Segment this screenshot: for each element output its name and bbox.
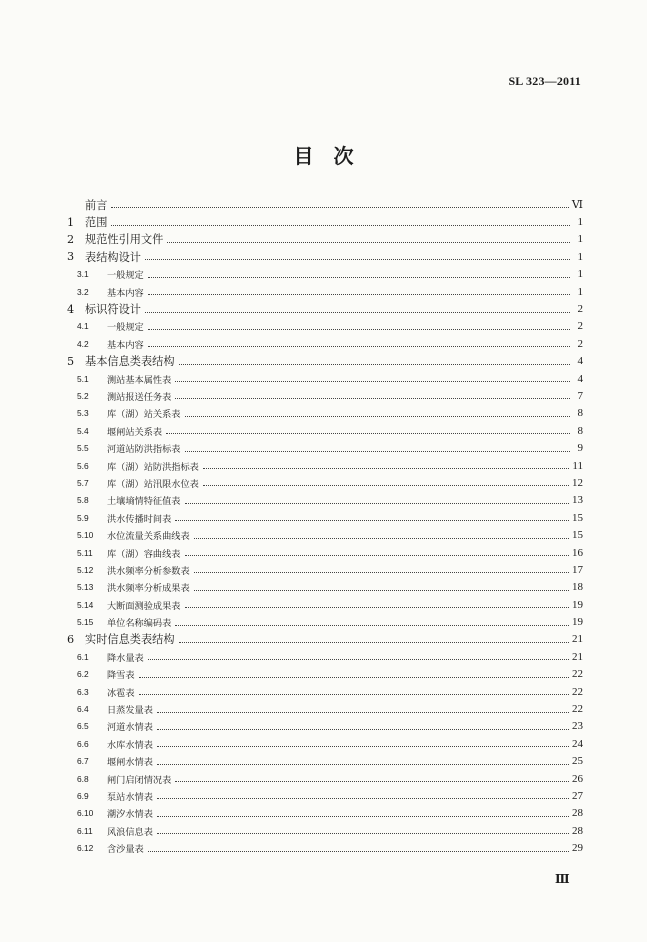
toc-entry-label: 标识符设计	[85, 303, 141, 317]
toc-entry-label: 洪水频率分析成果表	[107, 583, 190, 595]
toc-entry-page: 13	[572, 494, 583, 507]
toc-entry-label: 降水量表	[107, 652, 144, 664]
toc-entry[interactable]	[67, 839, 583, 856]
toc-entry-page: 8	[577, 424, 583, 437]
dot-leader	[139, 676, 569, 678]
toc-entry-label: 库（湖）站关系表	[107, 409, 181, 421]
toc-entry-page: 28	[572, 824, 583, 837]
dot-leader	[139, 693, 569, 695]
toc-entry-page: 2	[577, 303, 583, 316]
toc-entry-number: 5.14	[77, 599, 94, 610]
toc-entry[interactable]	[67, 666, 583, 683]
toc-entry[interactable]	[67, 544, 583, 561]
toc-entry-page: 15	[572, 529, 583, 542]
dot-leader	[111, 206, 569, 208]
toc-entry[interactable]	[67, 561, 583, 578]
dot-leader	[148, 658, 569, 660]
toc-entry-page: 24	[572, 737, 583, 750]
toc-entry[interactable]	[67, 213, 583, 230]
toc-entry-number: 5.12	[77, 564, 94, 575]
toc-entry-page: 22	[572, 703, 583, 716]
dot-leader	[157, 832, 569, 834]
toc-entry-page: 11	[572, 459, 583, 472]
toc-entry-label: 基本信息类表结构	[85, 355, 175, 369]
toc-entry-label: 堰闸水情表	[107, 757, 153, 769]
toc-entry-number: 5.7	[77, 477, 89, 488]
toc-entry-page: 15	[572, 511, 583, 524]
dot-leader	[111, 224, 570, 226]
toc-entry-page: 26	[572, 772, 583, 785]
toc-entry-number: 6.12	[77, 843, 94, 854]
dot-leader	[185, 415, 571, 417]
toc-entry[interactable]	[67, 439, 583, 456]
toc-entry-number: 6.8	[77, 773, 89, 784]
dot-leader	[148, 276, 570, 278]
toc-entry-label: 大断面测验成果表	[107, 600, 181, 612]
toc-entry[interactable]	[67, 457, 583, 474]
toc-entry[interactable]	[67, 648, 583, 665]
toc-entry[interactable]	[67, 526, 583, 543]
toc-entry[interactable]	[67, 300, 583, 317]
toc-entry-label: 范围	[85, 216, 108, 230]
toc-entry-page: 16	[572, 546, 583, 559]
dot-leader	[166, 432, 570, 434]
dot-leader	[148, 328, 570, 330]
toc-entry-page: 1	[577, 216, 583, 229]
toc-entry-page: 18	[572, 581, 583, 594]
toc-entry[interactable]	[67, 231, 583, 248]
toc-entry-page: 25	[572, 755, 583, 768]
toc-entry[interactable]	[67, 787, 583, 804]
toc-entry-label: 冰雹表	[107, 687, 135, 699]
toc-entry-page: 7	[577, 389, 583, 402]
toc-entry-number: 3	[67, 250, 75, 264]
dot-leader	[194, 589, 569, 591]
toc-entry-page: 22	[572, 685, 583, 698]
toc-entry-number: 5.8	[77, 495, 89, 506]
toc-entry[interactable]	[67, 700, 583, 717]
toc-entry-label: 土壤墒情特征值表	[107, 496, 181, 508]
toc-entry[interactable]	[67, 318, 583, 335]
toc-entry-page: 8	[577, 407, 583, 420]
toc-entry-label: 一般规定	[107, 270, 144, 282]
toc-entry[interactable]	[67, 335, 583, 352]
toc-entry-number: 5.6	[77, 460, 89, 471]
toc-entry-number: 6.6	[77, 738, 89, 749]
toc-entry-page: 1	[577, 268, 583, 281]
dot-leader	[167, 241, 570, 243]
table-of-contents	[67, 196, 583, 857]
toc-entry-page: 21	[572, 650, 583, 663]
toc-entry-label: 测站报送任务表	[107, 391, 172, 403]
dot-leader	[185, 606, 570, 608]
toc-entry-number: 5.3	[77, 408, 89, 419]
toc-entry-page: 1	[577, 250, 583, 263]
dot-leader	[185, 502, 570, 504]
toc-entry-page: 2	[577, 337, 583, 350]
toc-entry-number: 4	[67, 302, 75, 316]
toc-entry-page: 4	[577, 355, 583, 368]
dot-leader	[148, 293, 570, 295]
toc-entry-number: 3.1	[77, 269, 89, 280]
toc-entry-label: 河道水情表	[107, 722, 153, 734]
toc-entry[interactable]	[67, 248, 583, 265]
toc-entry-label: 一般规定	[107, 322, 144, 334]
toc-entry[interactable]	[67, 196, 583, 213]
toc-entry-number: 6.3	[77, 686, 89, 697]
toc-entry-page: 2	[577, 320, 583, 333]
toc-entry[interactable]	[67, 266, 583, 283]
toc-entry-label: 库（湖）容曲线表	[107, 548, 181, 560]
toc-entry-label: 库（湖）站汛限水位表	[107, 478, 199, 490]
toc-entry[interactable]	[67, 822, 583, 839]
toc-entry-label: 含沙量表	[107, 844, 144, 856]
toc-entry-number: 5.11	[77, 547, 93, 558]
page-title: 目 次	[293, 144, 354, 168]
toc-entry[interactable]	[67, 387, 583, 404]
dot-leader	[148, 850, 569, 852]
toc-entry[interactable]	[67, 492, 583, 509]
dot-leader	[185, 450, 571, 452]
toc-entry-label: 堰闸站关系表	[107, 426, 163, 438]
toc-entry-page: 1	[577, 233, 583, 246]
toc-entry[interactable]	[67, 405, 583, 422]
dot-leader	[157, 763, 569, 765]
toc-entry-label: 河道站防洪指标表	[107, 444, 181, 456]
toc-entry-page: 1	[577, 285, 583, 298]
dot-leader	[185, 554, 570, 556]
dot-leader	[175, 519, 569, 521]
toc-entry-label: 规范性引用文件	[85, 233, 164, 247]
dot-leader	[157, 711, 569, 713]
toc-entry-label: 泵站水情表	[107, 791, 153, 803]
toc-entry-number: 6.10	[77, 808, 94, 819]
toc-entry[interactable]	[67, 770, 583, 787]
toc-entry[interactable]	[67, 283, 583, 300]
toc-entry-label: 单位名称编码表	[107, 618, 172, 630]
toc-entry-page: 9	[577, 442, 583, 455]
toc-entry-number: 6	[67, 632, 75, 646]
dot-leader	[175, 397, 570, 399]
toc-entry-label: 日蒸发量表	[107, 705, 153, 717]
toc-entry-number: 6.9	[77, 790, 89, 801]
toc-entry-label: 基本内容	[107, 287, 144, 299]
dot-leader	[157, 815, 569, 817]
toc-entry-page: 19	[572, 616, 583, 629]
toc-entry-number: 5.5	[77, 443, 89, 454]
toc-entry-number: 6.4	[77, 704, 89, 715]
toc-entry-number: 5.15	[77, 617, 94, 628]
toc-entry-page: 12	[572, 476, 583, 489]
dot-leader	[145, 311, 570, 313]
toc-entry-page: 29	[572, 842, 583, 855]
toc-entry[interactable]	[67, 370, 583, 387]
page-number: Ⅲ	[555, 872, 570, 886]
toc-entry[interactable]	[67, 735, 583, 752]
toc-entry-label: 实时信息类表结构	[85, 633, 175, 647]
toc-entry-number: 6.5	[77, 721, 89, 732]
toc-entry[interactable]	[67, 753, 583, 770]
dot-leader	[145, 258, 570, 260]
toc-entry-number: 6.7	[77, 756, 89, 767]
standard-code: SL 323—2011	[508, 74, 581, 88]
toc-entry-number: 6.11	[77, 825, 93, 836]
dot-leader	[157, 745, 569, 747]
toc-entry-number: 5.4	[77, 425, 89, 436]
toc-entry[interactable]	[67, 579, 583, 596]
toc-entry[interactable]	[67, 805, 583, 822]
toc-entry-label: 前言	[85, 198, 108, 212]
toc-entry[interactable]	[67, 422, 583, 439]
toc-entry-label: 闸门启闭情况表	[107, 774, 172, 786]
toc-entry-number: 2	[67, 232, 75, 246]
dot-leader	[203, 484, 569, 486]
toc-entry[interactable]	[67, 613, 583, 630]
toc-entry-number: 6.2	[77, 669, 89, 680]
toc-entry-label: 测站基本属性表	[107, 374, 172, 386]
toc-entry-number: 1	[67, 215, 75, 229]
toc-entry[interactable]	[67, 509, 583, 526]
toc-entry-label: 水位流量关系曲线表	[107, 531, 190, 543]
dot-leader	[175, 780, 569, 782]
dot-leader	[148, 345, 570, 347]
toc-entry-number: 5.9	[77, 512, 89, 523]
dot-leader	[179, 641, 569, 643]
dot-leader	[179, 363, 570, 365]
toc-entry-number: 5.10	[77, 530, 94, 541]
toc-entry-page: 21	[572, 633, 583, 646]
toc-entry-number: 5.2	[77, 390, 89, 401]
dot-leader	[175, 624, 569, 626]
toc-entry-number: 4.1	[77, 321, 89, 332]
toc-entry-page: 23	[572, 720, 583, 733]
dot-leader	[157, 728, 569, 730]
toc-entry-label: 表结构设计	[85, 250, 141, 264]
toc-entry[interactable]	[67, 353, 583, 370]
toc-entry-number: 5.13	[77, 582, 94, 593]
dot-leader	[203, 467, 570, 469]
dot-leader	[194, 571, 569, 573]
toc-entry[interactable]	[67, 474, 583, 491]
toc-entry-page: Ⅵ	[571, 199, 583, 212]
toc-entry-label: 库（湖）站防洪指标表	[107, 461, 199, 473]
toc-entry[interactable]	[67, 718, 583, 735]
dot-leader	[157, 797, 569, 799]
toc-entry-label: 洪水传播时间表	[107, 513, 172, 525]
toc-entry-number: 4.2	[77, 338, 89, 349]
toc-entry-label: 降雪表	[107, 670, 135, 682]
toc-entry[interactable]	[67, 631, 583, 648]
toc-entry[interactable]	[67, 596, 583, 613]
toc-entry-label: 风浪信息表	[107, 826, 153, 838]
toc-entry-number: 3.2	[77, 286, 89, 297]
toc-entry-page: 4	[577, 372, 583, 385]
toc-entry-number: 5	[67, 354, 75, 368]
toc-entry-page: 27	[572, 789, 583, 802]
toc-entry-label: 潮汐水情表	[107, 809, 153, 821]
toc-entry-label: 洪水频率分析参数表	[107, 565, 190, 577]
toc-entry-page: 19	[572, 598, 583, 611]
toc-entry-page: 28	[572, 807, 583, 820]
toc-entry-label: 水库水情表	[107, 739, 153, 751]
dot-leader	[175, 380, 570, 382]
toc-entry-page: 22	[572, 668, 583, 681]
dot-leader	[194, 537, 569, 539]
toc-entry-page: 17	[572, 563, 583, 576]
toc-entry-number: 6.1	[77, 651, 89, 662]
toc-entry-label: 基本内容	[107, 339, 144, 351]
toc-entry[interactable]	[67, 683, 583, 700]
toc-entry-number: 5.1	[77, 373, 89, 384]
